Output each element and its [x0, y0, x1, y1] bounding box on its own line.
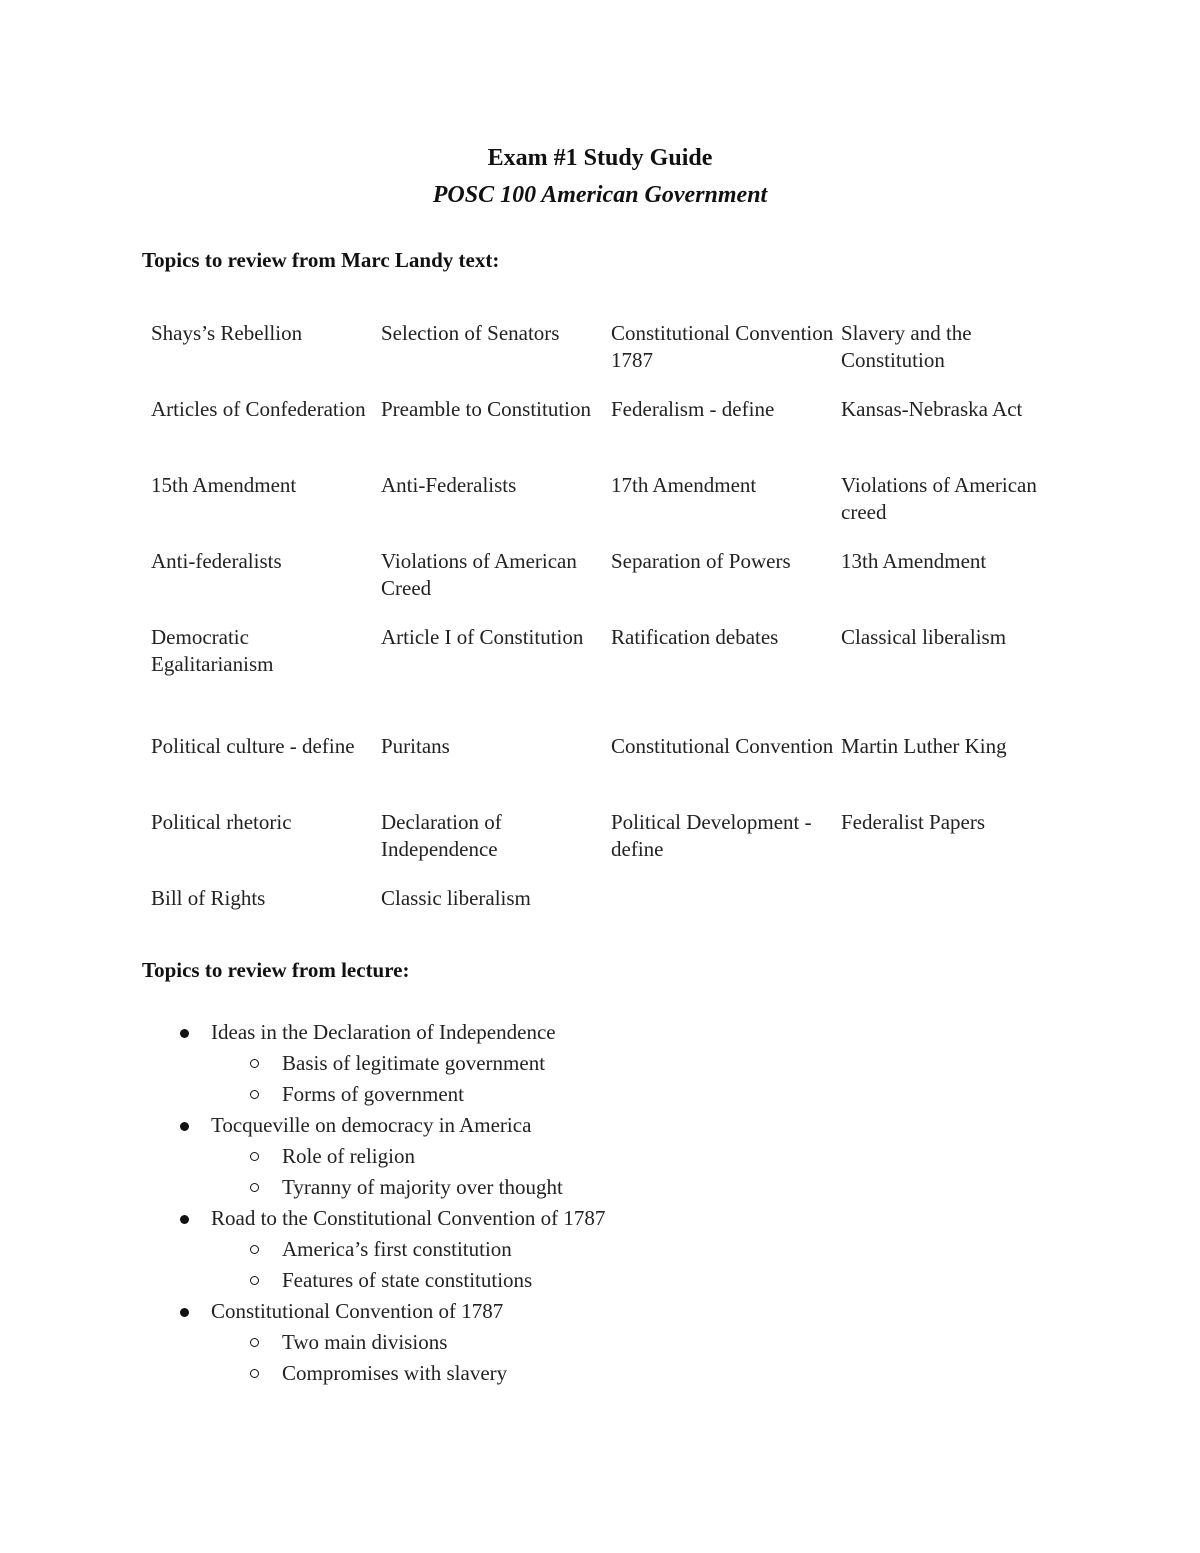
topic-cell: 13th Amendment — [841, 549, 987, 573]
topic-cell — [611, 885, 841, 925]
lecture-subtopic-item — [0, 1234, 1200, 1265]
document-title: Exam #1 Study Guide — [487, 145, 713, 171]
topic-cell: Classic liberalism — [381, 886, 531, 910]
topic-cell: Violations of American creed — [841, 473, 1037, 524]
lecture-topic-item — [0, 1110, 1200, 1141]
lecture-subtopic-text: Role of religion — [282, 1144, 415, 1168]
topic-cell: Political Development - define — [611, 810, 812, 861]
topic-cell: Federalism - define — [611, 397, 775, 421]
topic-cell: Anti-Federalists — [381, 473, 517, 497]
lecture-subtopic-item — [0, 1327, 1200, 1358]
lecture-topic-item — [0, 1296, 1200, 1327]
topic-cell: Anti-federalists — [151, 549, 282, 573]
topic-cell: Bill of Rights — [151, 886, 266, 910]
lecture-subtopic-item — [0, 1172, 1200, 1203]
topic-cell: Federalist Papers — [841, 810, 986, 834]
hollow-bullet-icon — [250, 1183, 259, 1192]
lecture-topic-text: Constitutional Convention of 1787 — [211, 1299, 504, 1323]
lecture-subtopic-text: Basis of legitimate government — [282, 1051, 546, 1075]
topic-cell — [841, 885, 1071, 925]
topic-row — [151, 320, 1071, 396]
topic-cell: Ratification debates — [611, 625, 779, 649]
topic-cell: 17th Amendment — [611, 473, 757, 497]
topic-cell: Constitutional Convention 1787 — [611, 321, 834, 372]
hollow-bullet-icon — [250, 1090, 259, 1099]
topic-cell: Articles of Confederation — [151, 397, 366, 421]
topic-cell: Separation of Powers — [611, 549, 791, 573]
topic-row — [151, 885, 1071, 925]
bullet-icon — [180, 1122, 189, 1131]
hollow-bullet-icon — [250, 1245, 259, 1254]
topic-cell: Violations of American Creed — [381, 549, 577, 600]
lecture-subtopic-text: Two main divisions — [282, 1330, 448, 1354]
topic-cell: Declaration of Independence — [381, 810, 502, 861]
topic-row — [151, 396, 1071, 472]
lecture-topics-heading: Topics to review from lecture: — [142, 958, 410, 982]
hollow-bullet-icon — [250, 1152, 259, 1161]
hollow-bullet-icon — [250, 1369, 259, 1378]
hollow-bullet-icon — [250, 1059, 259, 1068]
lecture-topic-item — [0, 1203, 1200, 1234]
text-topics-heading: Topics to review from Marc Landy text: — [142, 248, 500, 272]
lecture-subtopic-text: Compromises with slavery — [282, 1361, 508, 1385]
lecture-topic-text: Tocqueville on democracy in America — [211, 1113, 532, 1137]
lecture-topic-text: Road to the Constitutional Convention of 1787 — [211, 1206, 606, 1230]
lecture-subtopic-text: Tyranny of majority over thought — [282, 1175, 563, 1199]
topic-cell: Classical liberalism — [841, 625, 1007, 649]
lecture-subtopic-text: Forms of government — [282, 1082, 464, 1106]
course-subtitle: POSC 100 American Government — [432, 182, 768, 208]
text-topics-grid — [151, 320, 1071, 925]
lecture-subtopic-item — [0, 1048, 1200, 1079]
lecture-subtopic-item — [0, 1358, 1200, 1389]
topic-cell: Democratic Egalitarianism — [151, 625, 274, 676]
topic-cell: Article I of Constitution — [381, 625, 584, 649]
hollow-bullet-icon — [250, 1276, 259, 1285]
bullet-icon — [180, 1308, 189, 1317]
lecture-topics-list — [0, 1017, 1200, 1389]
topic-row — [151, 472, 1071, 548]
topic-row — [151, 624, 1071, 733]
bullet-icon — [180, 1215, 189, 1224]
topic-cell: Preamble to Constitution — [381, 397, 591, 421]
topic-cell: Shays’s Rebellion — [151, 321, 303, 345]
topic-row — [151, 733, 1071, 809]
lecture-topic-item — [0, 1017, 1200, 1048]
hollow-bullet-icon — [250, 1338, 259, 1347]
topic-cell: Kansas-Nebraska Act — [841, 397, 1023, 421]
topic-cell: Martin Luther King — [841, 734, 1007, 758]
topic-cell: Slavery and the Constitution — [841, 321, 972, 372]
topic-cell: Political culture - define — [151, 734, 355, 758]
lecture-subtopic-text: America’s first constitution — [282, 1237, 512, 1261]
lecture-subtopic-text: Features of state constitutions — [282, 1268, 533, 1292]
topic-cell: Political rhetoric — [151, 810, 292, 834]
topic-row — [151, 548, 1071, 624]
topic-cell: Puritans — [381, 734, 450, 758]
lecture-subtopic-item — [0, 1079, 1200, 1110]
topic-row — [151, 809, 1071, 885]
topic-cell: 15th Amendment — [151, 473, 297, 497]
lecture-subtopic-item — [0, 1141, 1200, 1172]
bullet-icon — [180, 1029, 189, 1038]
topic-cell: Selection of Senators — [381, 321, 560, 345]
topic-cell: Constitutional Convention — [611, 734, 834, 758]
lecture-topic-text: Ideas in the Declaration of Independence — [211, 1020, 556, 1044]
lecture-subtopic-item — [0, 1265, 1200, 1296]
